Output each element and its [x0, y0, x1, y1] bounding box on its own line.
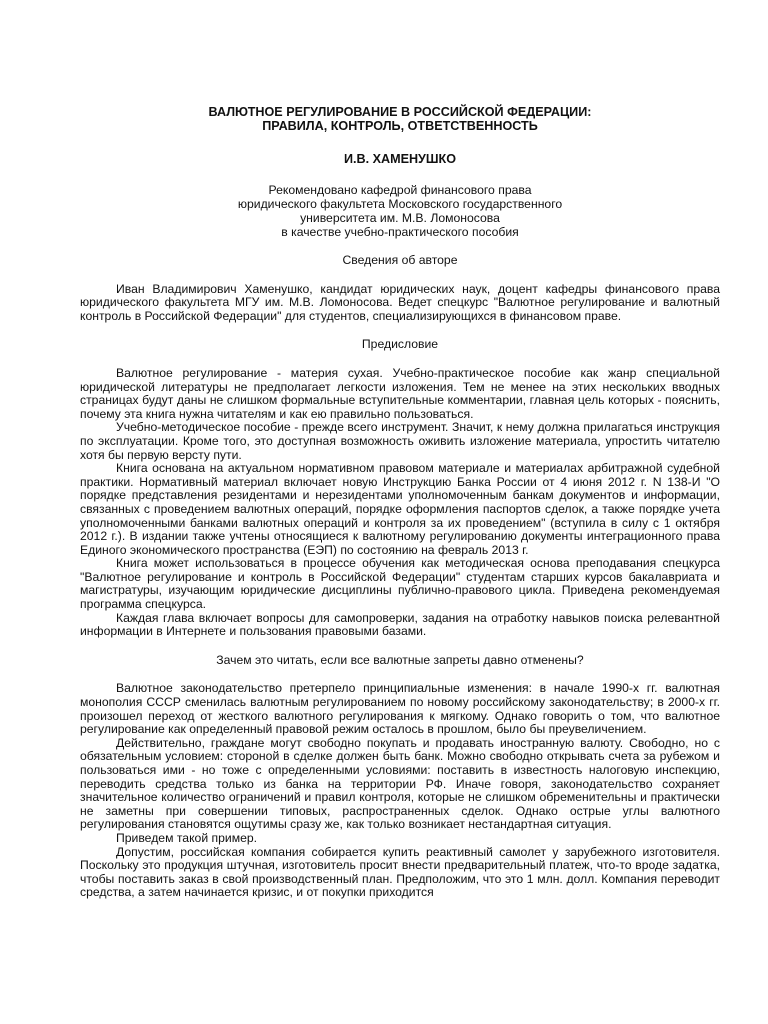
about-author-paragraph: Иван Владимирович Хаменушко, кандидат юридических наук, доцент кафедры финансового права юридического факультета МГУ им. М.В. Ломоносова. Ведет спецкурс "Валютное регулирование и валютный контроль в Российской Федерации" для студентов, специализирующихся в финансовом праве. [80, 281, 720, 323]
author-name: И.В. ХАМЕНУШКО [343, 152, 457, 166]
title-line-1: ВАЛЮТНОЕ РЕГУЛИРОВАНИЕ В РОССИЙСКОЙ ФЕДЕРАЦИИ: [208, 105, 592, 119]
preface-paragraph: Книга может использоваться в процессе обучения как методическая основа преподавания спецкурса "Валютное регулирование и контроль в Российской Федерации" студентам старших курсов бакалавриата и магистратуры, изучающим юридические дисциплины публично-правового цикла. Приведена рекомендуемая программа спецкурса. [80, 556, 720, 612]
why-read-paragraph: Действительно, граждане могут свободно покупать и продавать иностранную валюту. Свободно, но с обязательным условием: стороной в сделке должен быть банк. Можно свободно открывать счета за рубежом и пользоваться ими - но тоже с определенными условиями: поставить в известность налоговую инспекцию, переводить средства только из банка на территории РФ. Иначе говоря, законодательство сохраняет значительное количество ограничений и правил контроля, которые не слишком обременительны и практически не заметны при совершении типовых, распространенных сделок. Однако острые углы валютного регулирования становятся ощутимы сразу же, как только возникает нестандартная ситуация. [80, 735, 720, 832]
recommendation-line: в качестве учебно-практического пособия [281, 225, 519, 239]
document-page [80, 105, 720, 900]
why-read-heading: Зачем это читать, если все валютные запреты давно отменены? [216, 652, 584, 667]
recommendation-block [80, 183, 720, 239]
recommendation-line: Рекомендовано кафедрой финансового права [268, 183, 532, 197]
why-read-paragraph: Допустим, российская компания собирается купить реактивный самолет у зарубежного изготовителя. Поскольку это продукция штучная, изготовитель просит внести предварительный платеж, что-то вроде задатка, чтобы поставить заказ в свой производственный план. Предположим, что это 1 млн. долл. Компания переводит средства, а затем начинается кризис, и от покупки приходится [80, 844, 720, 900]
about-author-heading: Сведения об авторе [342, 253, 458, 267]
recommendation-line: университета им. М.В. Ломоносова [300, 211, 500, 225]
preface-paragraph: Валютное регулирование - материя сухая. Учебно-практическое пособие как жанр специальной юридической литературы не предполагает легкости изложения. Тем не менее на этих нескольких вводных страницах будут даны не слишком формальные вступительные комментарии, главная цель которых - пояснить, почему эта книга нужна читателям и как ею правильно пользоваться. [80, 365, 720, 421]
preface-heading: Предисловие [361, 337, 439, 352]
title-line-2: ПРАВИЛА, КОНТРОЛЬ, ОТВЕТСТВЕННОСТЬ [262, 119, 538, 133]
preface-paragraph: Книга основана на актуальном нормативном правовом материале и материалах арбитражной судебной практики. Нормативный материал включает новую Инструкцию Банка России от 4 июня 2012 г. N 138-И "О порядке представления резидентами и нерезидентами уполномоченным банкам документов и информации, связанных с проведением валютных операций, порядке оформления паспортов сделок, а также порядке учета уполномоченными банками валютных операций и контроля за их проведением" (вступила в силу с 1 октября 2012 г.). В издании также учтены относящиеся к валютному регулированию документы интеграционного права Единого экономического пространства (ЕЭП) по состоянию на февраль 2013 г. [80, 461, 720, 557]
document-title [80, 105, 720, 133]
why-read-paragraph: Валютное законодательство претерпело принципиальные изменения: в начале 1990-х гг. валютная монополия СССР сменилась валютным регулированием по новому российскому законодательству; в 2000-х гг. произошел переход от жесткого валютного регулирования к мягкому. Однако говорить о том, что валютное регулирование как определенный правовой режим осталось в прошлом, было бы преувеличением. [80, 681, 720, 737]
preface-paragraph: Каждая глава включает вопросы для самопроверки, задания на отработку навыков поиска релевантной информации в Интернете и пользования правовыми базами. [80, 610, 720, 639]
why-read-paragraph: Приведем такой пример. [116, 830, 258, 845]
recommendation-line: юридического факультета Московского государственного [237, 197, 563, 211]
preface-paragraph: Учебно-методическое пособие - прежде всего инструмент. Значит, к нему должна прилагаться инструкция по эксплуатации. Кроме того, это доступная возможность оживить изложение материала, упростить читателю хотя бы первую версту пути. [80, 420, 720, 462]
